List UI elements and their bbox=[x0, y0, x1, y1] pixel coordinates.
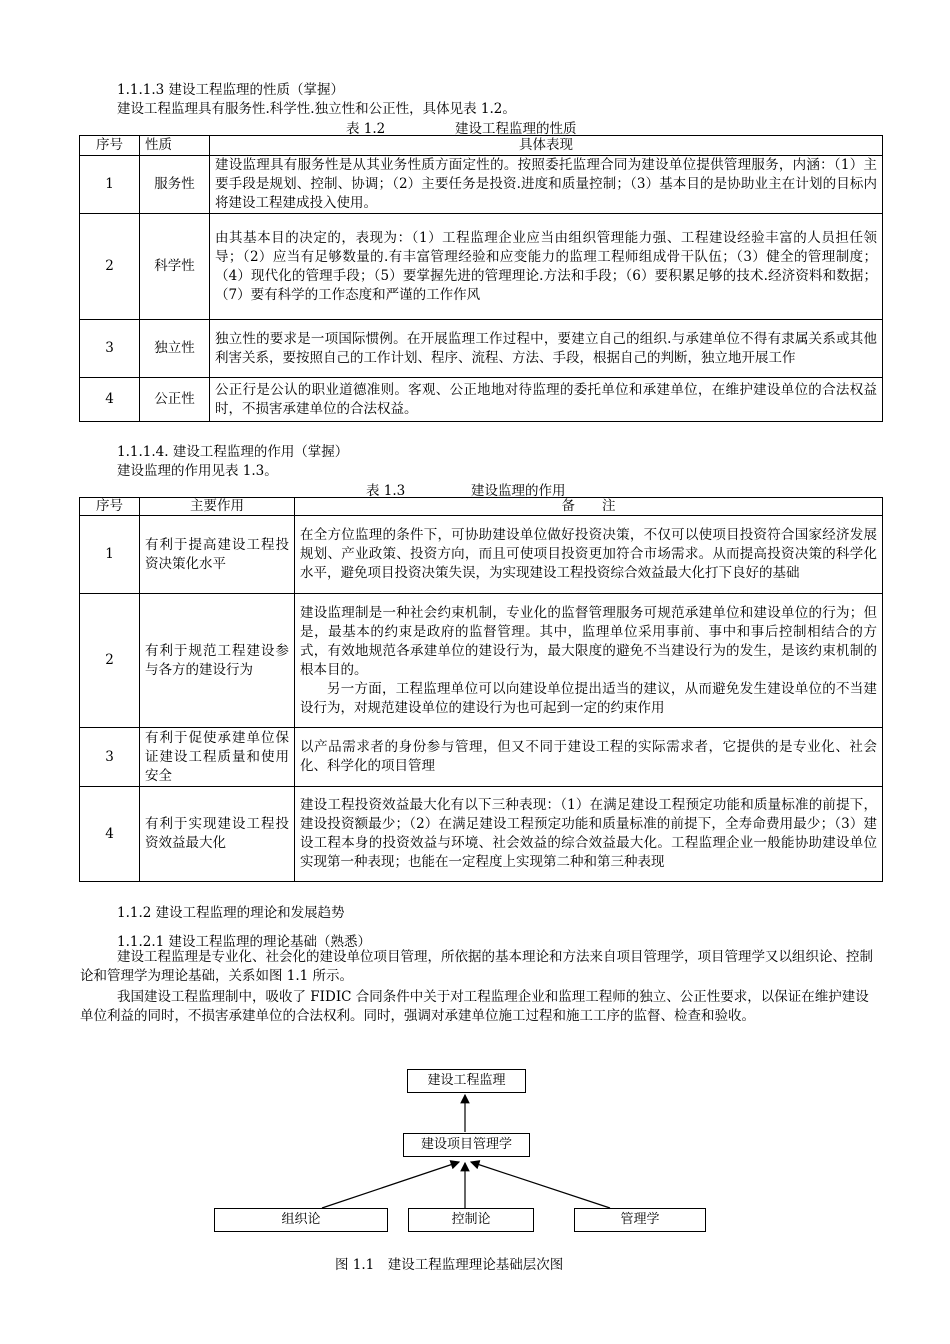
diagram-node-middle: 建设项目管理学 bbox=[403, 1133, 530, 1157]
row-description: 独立性的要求是一项国际惯例。在开展监理工作过程中，要建立自己的组织.与承建单位不得有隶属关系或其他利害关系，要按照自己的工作计划、程序、流程、方法、手段，根据自己的判断，独立地开展工作 bbox=[210, 320, 883, 378]
header-description: 具体表现 bbox=[210, 136, 883, 156]
diagram-node-center: 控制论 bbox=[408, 1208, 534, 1232]
header-property: 性质 bbox=[140, 136, 210, 156]
body-paragraph: 建设工程监理是专业化、社会化的建设单位项目管理，所依据的基本理论和方法来自项目管理学，项目管理学又以组织论、控制论和管理学为理论基础，关系如图 1.1 所示。 bbox=[80, 949, 873, 984]
section-intro-1113: 建设工程监理具有服务性.科学性.独立性和公正性，具体见表 1.2。 bbox=[117, 101, 516, 117]
diagram-node-left: 组织论 bbox=[214, 1208, 388, 1232]
row-index: 3 bbox=[80, 728, 140, 787]
arrow-from-right bbox=[471, 1162, 610, 1208]
section-heading-1121: 1.1.2.1 建设工程监理的理论基础（熟悉） bbox=[117, 934, 372, 950]
row-index: 2 bbox=[80, 594, 140, 728]
row-function: 有利于实现建设工程投资效益最大化 bbox=[140, 787, 295, 882]
header-index: 序号 bbox=[80, 498, 140, 516]
row-property: 服务性 bbox=[140, 156, 210, 214]
section-intro-1114: 建设监理的作用见表 1.3。 bbox=[117, 463, 278, 479]
row-description: 建设监理具有服务性是从其业务性质方面定性的。按照委托监理合同为建设单位提供管理服务，内涵：（1）主要手段是规划、控制、协调；（2）主要任务是投资.进度和质量控制；（3）基本目的是协助业主在计划的目标内将建设工程建成投入使用。 bbox=[210, 156, 883, 214]
row-description: 由其基本目的决定的，表现为：（1）工程监理企业应当由组织管理能力强、工程建设经验丰富的人员担任领导；（2）应当有足够数量的.有丰富管理经验和应变能力的监理工程师组成骨干队伍；（3）健全的管理制度；（4）现代化的管理手段；（5）要掌握先进的管理理论.方法和手段；（6）要积累足够的技术.经济资料和数据；（7）要有科学的工作态度和严谨的工作作风 bbox=[210, 214, 883, 320]
remarks-paragraph: 建设监理制是一种社会约束机制，专业化的监督管理服务可规范承建单位和建设单位的行为；但是，最基本的约束是政府的监督管理。其中，监理单位采用事前、事中和事后控制相结合的方式，有效地规范各承建单位的建设行为，最大限度的避免不当建设行为的发生，是该约束机制的根本目的。 bbox=[300, 604, 877, 678]
row-description: 公正行是公认的职业道德准则。客观、公正地地对待监理的委托单位和承建单位，在维护建设单位的合法权益时，不损害承建单位的合法权益。 bbox=[210, 378, 883, 422]
header-remarks: 备 注 bbox=[295, 498, 883, 516]
row-function: 有利于规范工程建设参与各方的建设行为 bbox=[140, 594, 295, 728]
diagram-node-right: 管理学 bbox=[574, 1208, 706, 1232]
section-heading-112: 1.1.2 建设工程监理的理论和发展趋势 bbox=[117, 905, 345, 921]
row-index: 1 bbox=[80, 516, 140, 594]
row-function: 有利于促使承建单位保证建设工程质量和使用安全 bbox=[140, 728, 295, 787]
remarks-paragraph: 另一方面，工程监理单位可以向建设单位提出适当的建议，从而避免发生建设单位的不当建设行为，对规范建设单位的建设行为也可起到一定的约束作用 bbox=[300, 680, 877, 716]
row-property: 公正性 bbox=[140, 378, 210, 422]
row-property: 科学性 bbox=[140, 214, 210, 320]
row-index: 4 bbox=[80, 378, 140, 422]
row-index: 2 bbox=[80, 214, 140, 320]
header-index: 序号 bbox=[80, 136, 140, 156]
section-heading-1114: 1.1.1.4. 建设工程监理的作用（掌握） bbox=[117, 444, 349, 460]
row-remarks: 以产品需求者的身份参与管理，但又不同于建设工程的实际需求者，它提供的是专业化、社会化、科学化的项目管理 bbox=[295, 728, 883, 787]
arrow-from-left bbox=[322, 1162, 459, 1208]
row-remarks: 建设工程投资效益最大化有以下三种表现：（1）在满足建设工程预定功能和质量标准的前提下，建设投资额最少；（2）在满足建设工程预定功能和质量标准的前提下，全寿命费用最少；（3）建设工程本身的投资效益与环境、社会效益的综合效益最大化。工程监理企业一般能协助建设单位实现第一种表现；也能在一定程度上实现第二种和第三种表现 bbox=[295, 787, 883, 882]
row-index: 3 bbox=[80, 320, 140, 378]
row-index: 4 bbox=[80, 787, 140, 882]
table-caption-title: 建设工程监理的性质 bbox=[455, 121, 577, 137]
body-paragraph: 我国建设工程监理制中，吸收了 FIDIC 合同条件中关于对工程监理企业和监理工程师的独立、公正性要求，以保证在维护建设单位利益的同时，不损害承建单位的合法权利。同时，强调对承建单位施工过程和施工工序的监督、检查和验收。 bbox=[80, 989, 869, 1024]
table-caption-number: 表 1.2 bbox=[346, 121, 386, 137]
row-function: 有利于提高建设工程投资决策化水平 bbox=[140, 516, 295, 594]
table-caption-title: 建设监理的作用 bbox=[471, 483, 566, 499]
header-function: 主要作用 bbox=[140, 498, 295, 516]
row-remarks: 在全方位监理的条件下，可协助建设单位做好投资决策，不仅可以使项目投资符合国家经济发展规划、产业政策、投资方向，而且可使项目投资更加符合市场需求。从而提高投资决策的科学化水平，避免项目投资决策失误，为实现建设工程投资综合效益最大化打下良好的基础 bbox=[295, 516, 883, 594]
section-heading-1113: 1.1.1.3 建设工程监理的性质（掌握） bbox=[117, 82, 345, 98]
diagram-node-top: 建设工程监理 bbox=[407, 1069, 526, 1093]
row-property: 独立性 bbox=[140, 320, 210, 378]
table-caption-number: 表 1.3 bbox=[366, 483, 406, 499]
row-index: 1 bbox=[80, 156, 140, 214]
figure-caption: 图 1.1 建设工程监理理论基础层次图 bbox=[335, 1257, 564, 1273]
